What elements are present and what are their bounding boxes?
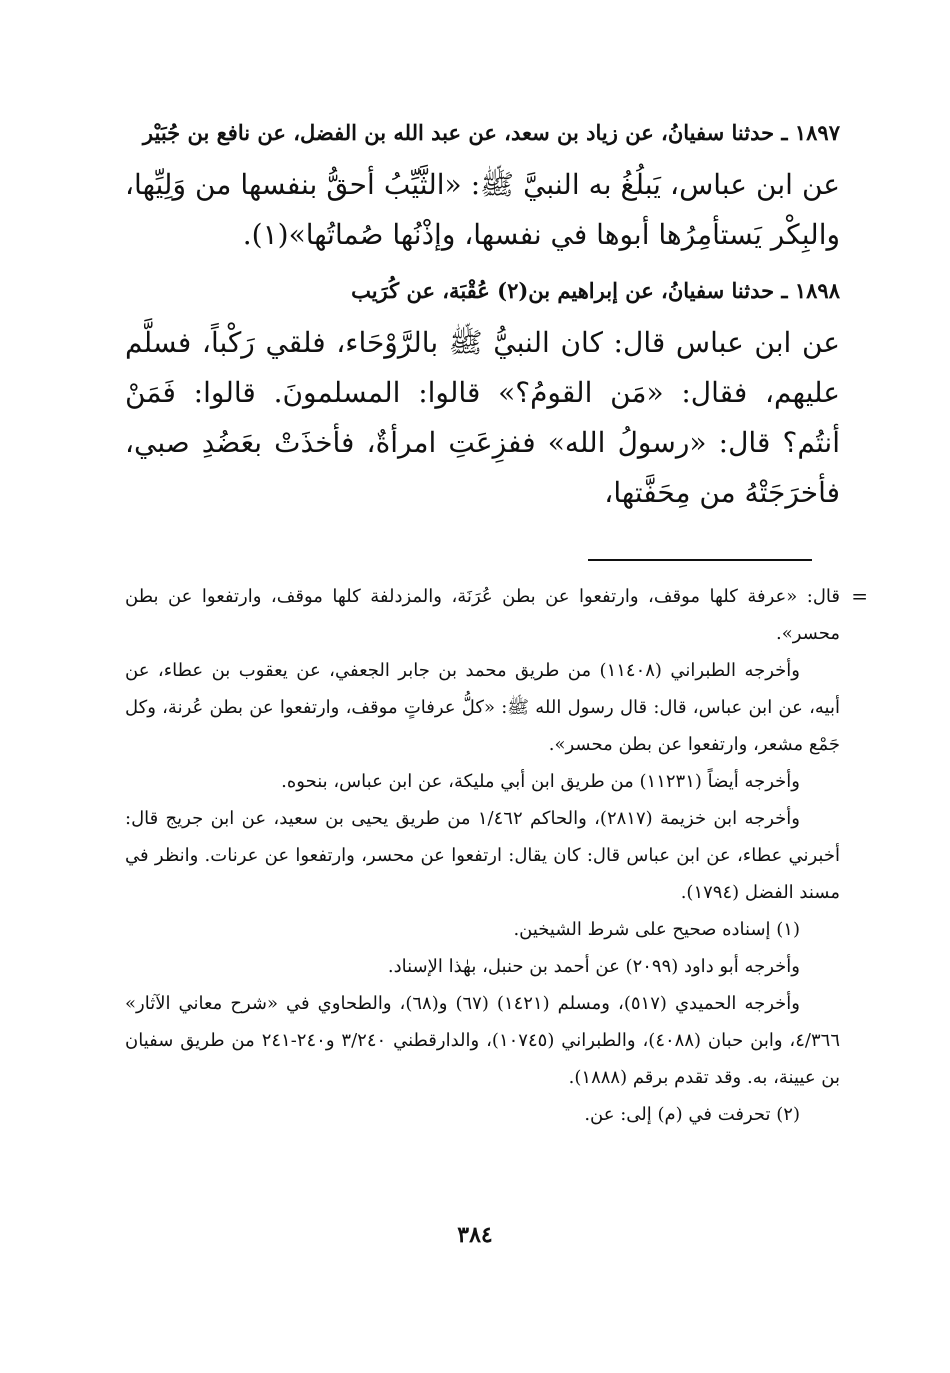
footnote-paragraph: وأخرجه أبو داود (٢٠٩٩) عن أحمد بن حنبل، بهٰذا الإسناد. <box>387 956 800 977</box>
footnote-paragraph: وأخرجه الحميدي (٥١٧)، ومسلم (١٤٢١) (٦٧) و(٦٨)، والطحاوي في «شرح معاني الآثار» ٤/٣٦٦، وابن حبان (٤٠٨٨)، والطبراني (١٠٧٤٥)، والدارقطني ٣/٢٤٠ و٢٤٠-٢٤١ من طريق سفيان بن عيينة، به. وقد تقدم برقم (١٨٨٨). <box>125 993 840 1088</box>
hadith-1897-isnad: ١٨٩٧ ـ حدثنا سفيانُ، عن زياد بن سعد، عن عبد الله بن الفضل، عن نافع بن جُبَيْر <box>142 120 840 145</box>
footnote-continuation-text: قال: «عرفة كلها موقف، وارتفعوا عن بطن عُرَنَة، والمزدلفة كلها موقف، وارتفعوا عن بطن محسر». <box>125 586 840 644</box>
footnotes <box>125 578 868 1133</box>
footnote-paragraph: وأخرجه ابن خزيمة (٢٨١٧)، والحاكم ١/٤٦٢ من طريق يحيى بن سعيد، عن ابن جريج قال: أخبرني عطاء، عن ابن عباس قال: كان يقال: ارتفعوا عن محسر، وارتفعوا عن عرنات. وانظر في مسند الفضل (١٧٩٤). <box>125 808 840 903</box>
hadith-1898-isnad: ١٨٩٨ ـ حدثنا سفيانُ، عن إبراهيم بن(٢) عُقْبَة، عن كُرَيب <box>351 278 840 303</box>
footnote-paragraph: وأخرجه الطبراني (١١٤٠٨) من طريق محمد بن جابر الجعفي، عن يعقوب بن عطاء، عن أبيه، عن ابن عباس، قال: قال رسول الله ﷺ: «كلُّ عرفاتٍ موقف، وارتفعوا عن بطن عُرنة، وكل جَمْع مشعر، وارتفعوا عن بطن محسر». <box>125 660 840 755</box>
footnote-1: (١) إسناده صحيح على شرط الشيخين. <box>513 919 800 940</box>
footnote-2: (٢) تحرفت في (م) إلى: عن. <box>584 1104 800 1125</box>
hadith-1897-matn: عن ابن عباس، يَبلُغُ به النبيَّ ﷺ: «الثَّيِّبُ أحقُّ بنفسها من وَلِيِّها، والبِكْر يَستأمِرُها أبوها في نفسها، وإذْنُها صُماتُها»(١). <box>125 168 840 251</box>
footnote-separator <box>588 559 812 561</box>
hadith-1898-matn: عن ابن عباس قال: كان النبيُّ ﷺ بالرَّوْحَاء، فلقي رَكْباً، فسلَّم عليهم، فقال: «مَن القومُ؟» قالوا: المسلمونَ. قالوا: فَمَنْ أنتُم؟ قال: «رسولُ الله» ففزِعَتِ امرأةٌ، فأخذَتْ بعَضُدِ صبي، فأخرَجَتْهُ من مِحَفَّتها، <box>125 326 840 509</box>
footnote-paragraph: وأخرجه أيضاً (١١٢٣١) من طريق ابن أبي مليكة، عن ابن عباس، بنحوه. <box>281 771 800 792</box>
page-number: ٣٨٤ <box>457 1222 493 1248</box>
footnote-continuation <box>125 578 868 652</box>
main-text <box>125 112 840 528</box>
continuation-mark: = <box>851 584 868 608</box>
